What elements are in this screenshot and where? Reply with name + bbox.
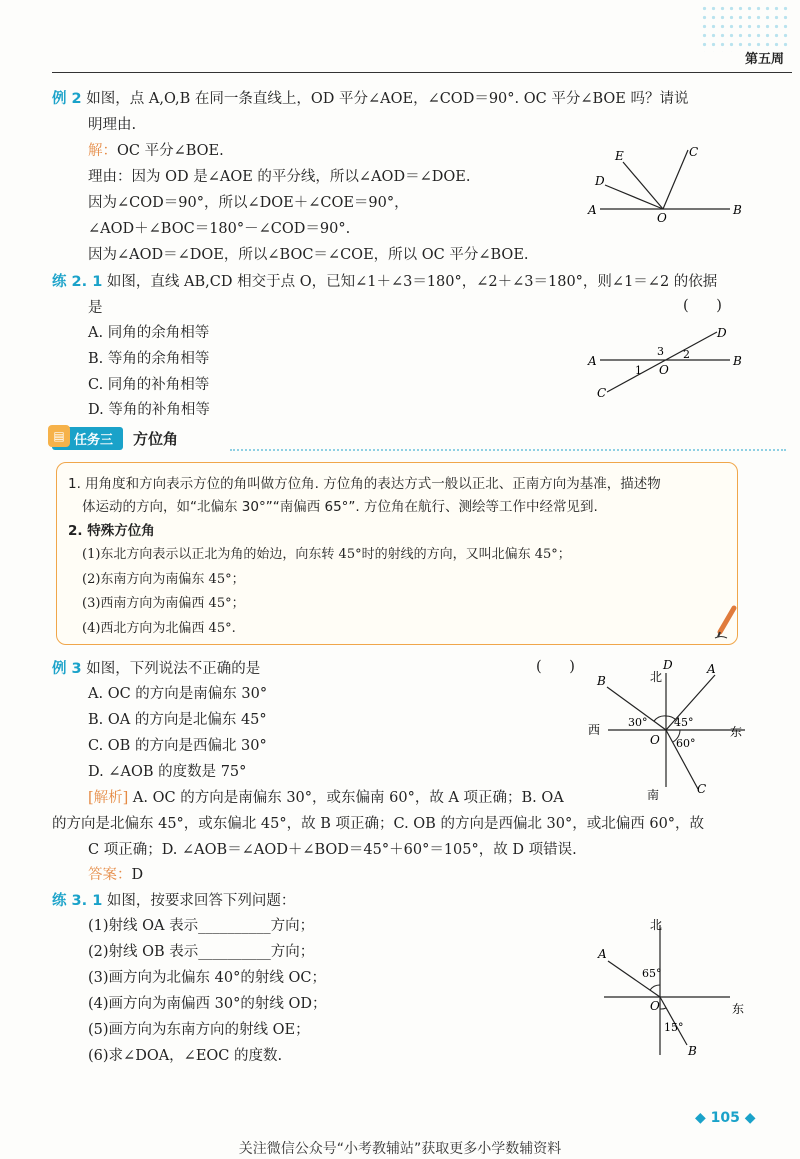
info-paragraph1-line2: 体运动的方向，如“北偏东 30°”“南偏西 65°”. 方位角在航行、测绘等工作中经常见到.	[82, 499, 598, 515]
pr31-label: 练 3. 1	[52, 893, 103, 909]
ex3-fig-D: D	[663, 658, 673, 672]
ex3-fig-south: 南	[647, 788, 660, 802]
pr21-question-line2: 是	[88, 300, 103, 316]
info-item-4: (4)西北方向为北偏西 45°.	[82, 621, 236, 636]
pr21-fig-B: B	[733, 354, 742, 368]
pr21-fig-angle3: 3	[657, 345, 664, 358]
pr31-item-4: (4)画方向为南偏西 30°的射线 OD；	[88, 996, 327, 1012]
header-rule	[52, 72, 792, 73]
ex3-question-text: 如图，下列说法不正确的是	[86, 661, 261, 677]
ex2-solution-step2: 因为∠COD＝90°，所以∠DOE＋∠COE＝90°，	[88, 195, 409, 211]
task3-badge	[52, 427, 123, 450]
pencil-icon	[712, 604, 740, 640]
ex3-fig-west: 西	[588, 723, 601, 737]
ex3-fig-O: O	[650, 733, 660, 747]
pr21-fig-O: O	[659, 363, 669, 377]
page-number-text: 105	[710, 1110, 740, 1126]
pr21-fig-angle1: 1	[635, 364, 642, 377]
ex3-fig-B: B	[597, 674, 606, 688]
ex2-solution-head	[88, 141, 224, 161]
pr31-item-1: (1)射线 OA 表示__________方向；	[88, 918, 315, 934]
pr31-fig-A: A	[598, 947, 607, 961]
pr21-option-b: B. 等角的余角相等	[88, 351, 210, 367]
pr31-figure	[590, 915, 755, 1060]
pr21-question-text: 如图，直线 AB,CD 相交于点 O，已知∠1＋∠3＝180°，∠2＋∠3＝180°，则∠1＝∠2 的依据	[106, 274, 718, 290]
ex3-question	[52, 659, 260, 679]
task3-badge-text: 任务三	[74, 432, 114, 448]
ex2-fig-D: D	[595, 174, 605, 188]
ex3-answer-label: 答案：	[88, 867, 132, 883]
pr21-fig-C: C	[597, 386, 607, 400]
week-header: 第五周	[744, 52, 784, 67]
pr21-option-d: D. 等角的补角相等	[88, 402, 210, 418]
ex3-fig-angle60: 60°	[676, 737, 696, 750]
pr31-question-text: 如图，按要求回答下列问题：	[106, 893, 296, 909]
pr31-fig-O: O	[650, 999, 660, 1013]
pr21-fig-D: D	[717, 326, 727, 340]
pr31-fig-B: B	[688, 1044, 697, 1058]
ex2-fig-E: E	[615, 149, 624, 163]
ex3-fig-east: 东	[730, 725, 743, 739]
info-paragraph1-line1: 1. 用角度和方向表示方位的角叫做方位角. 方位角的表达方式一般以正北、正南方向为基准，描述物	[68, 476, 661, 492]
pr31-item-2: (2)射线 OB 表示__________方向；	[88, 944, 315, 960]
pr21-answer-paren: ( )	[683, 298, 722, 314]
ex2-label: 例 2	[52, 91, 82, 107]
info-paragraph2-title: 2. 特殊方位角	[68, 523, 155, 539]
ex3-fig-C: C	[697, 782, 707, 796]
task3-title: 方位角	[133, 429, 179, 448]
ex2-solution-step1: 理由：因为 OD 是∠AOE 的平分线，所以∠AOD＝∠DOE.	[88, 169, 471, 185]
ex3-label: 例 3	[52, 661, 82, 677]
page-number: ◆ 105 ◆	[695, 1110, 756, 1126]
ex2-solution-conclusion: OC 平分∠BOE.	[117, 143, 224, 159]
footer-note: 关注微信公众号“小考教辅站”获取更多小学数辅资料	[238, 1141, 562, 1157]
task3-rule	[230, 449, 786, 451]
pr31-fig-angle65: 65°	[642, 967, 662, 980]
info-item-1: (1)东北方向表示以正北为角的始边，向东转 45°时的射线的方向，又叫北偏东 45°；	[82, 547, 571, 562]
ex3-answer-value: D	[131, 867, 144, 883]
info-item-3: (3)西南方向为南偏西 45°；	[82, 596, 245, 611]
pr31-question	[52, 891, 295, 911]
ex3-fig-angle30: 30°	[628, 716, 648, 729]
ex3-analysis-line1	[88, 788, 564, 808]
ex3-analysis-line2: 的方向是北偏东 45°，或东偏北 45°，故 B 项正确；C. OB 的方向是西偏北 30°，或北偏西 60°，故	[52, 816, 705, 832]
ex3-fig-angle45: 45°	[674, 716, 694, 729]
ex2-fig-B: B	[733, 203, 742, 217]
pr31-fig-angle15: 15°	[664, 1021, 684, 1034]
pr21-option-c: C. 同角的补角相等	[88, 377, 210, 393]
ex3-figure	[580, 655, 755, 803]
ex3-option-c: C. OB 的方向是西偏北 30°	[88, 738, 267, 754]
pr21-figure	[585, 322, 750, 402]
pr21-label: 练 2. 1	[52, 274, 103, 290]
pr31-fig-north: 北	[650, 918, 663, 932]
decor-dots	[700, 4, 792, 52]
ex3-option-a: A. OC 的方向是南偏东 30°	[88, 686, 268, 702]
ex2-question-text: 如图，点 A,O,B 在同一条直线上，OD 平分∠AOE，∠COD＝90°. OC 平分∠BOE 吗？请说	[86, 91, 689, 107]
ex2-fig-O: O	[657, 211, 667, 225]
pr21-fig-A: A	[588, 354, 597, 368]
ex2-question-line1	[52, 89, 689, 109]
ex3-analysis-line3: C 项正确；D. ∠AOB＝∠AOD＋∠BOD＝45°＋60°＝105°，故 D 项错误.	[88, 842, 577, 858]
pr21-fig-angle2: 2	[683, 348, 690, 361]
ex2-solution-step3: ∠AOD＋∠BOC＝180°－∠COD＝90°.	[88, 221, 351, 237]
ex3-fig-north: 北	[650, 670, 663, 684]
pr21-option-a: A. 同角的余角相等	[88, 325, 210, 341]
info-item-2: (2)东南方向为南偏东 45°；	[82, 572, 245, 587]
ex2-fig-A: A	[588, 203, 597, 217]
ex3-option-d: D. ∠AOB 的度数是 75°	[88, 764, 247, 780]
ex3-answer-paren: ( )	[536, 659, 575, 675]
ex3-fig-A: A	[707, 662, 716, 676]
ex2-solution-step4: 因为∠AOD＝∠DOE，所以∠BOC＝∠COE，所以 OC 平分∠BOE.	[88, 247, 529, 263]
pr31-item-6: (6)求∠DOA，∠EOC 的度数.	[88, 1048, 283, 1064]
ex3-analysis-label: [解析]	[88, 790, 129, 806]
pr21-question-line1	[52, 272, 717, 292]
book-icon: ▤	[48, 425, 70, 447]
pr31-fig-east: 东	[732, 1002, 745, 1016]
ex3-answer	[88, 865, 143, 885]
task3-header	[52, 428, 178, 448]
ex2-figure	[585, 140, 750, 230]
ex2-solution-label: 解：	[88, 143, 117, 159]
ex2-question-line2: 明理由.	[88, 117, 137, 133]
pr31-item-5: (5)画方向为东南方向的射线 OE；	[88, 1022, 310, 1038]
pr31-item-3: (3)画方向为北偏东 40°的射线 OC；	[88, 970, 326, 986]
ex3-analysis-text1: A. OC 的方向是南偏东 30°，或东偏南 60°，故 A 项正确；B. OA	[128, 790, 564, 806]
ex3-option-b: B. OA 的方向是北偏东 45°	[88, 712, 267, 728]
ex2-fig-C: C	[689, 145, 699, 159]
